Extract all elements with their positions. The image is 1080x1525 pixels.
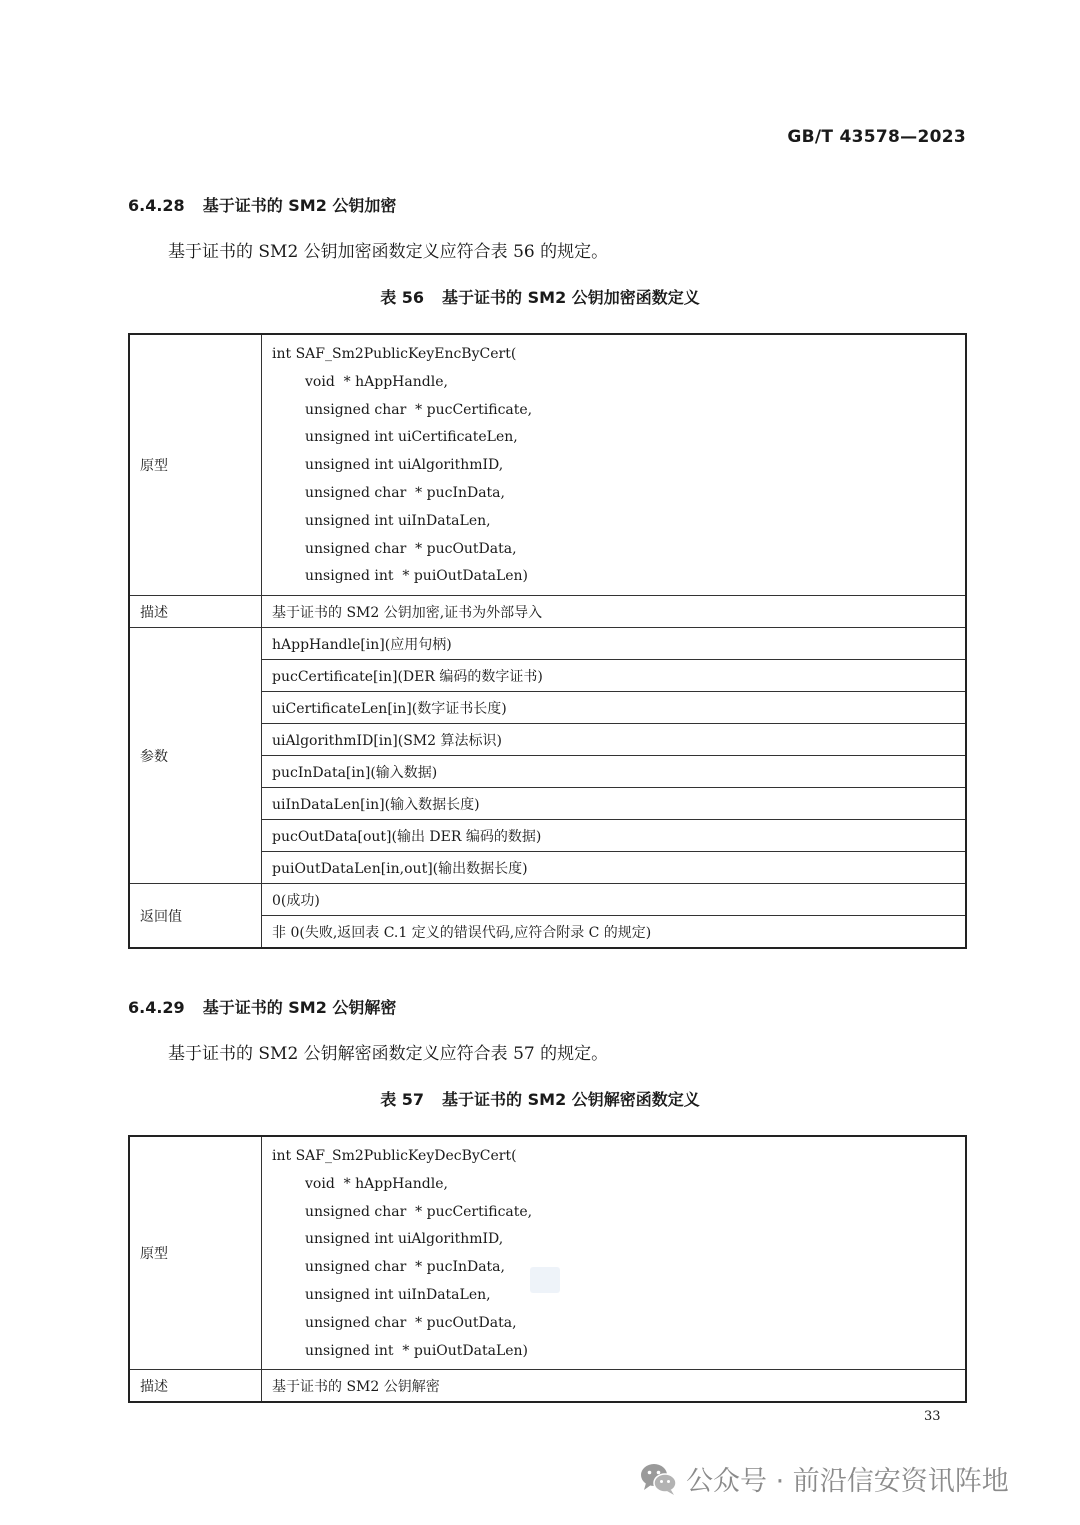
table-row-description xyxy=(129,596,966,628)
code-line: void * hAppHandle, xyxy=(305,1175,448,1192)
label-return-value: 返回值 xyxy=(129,884,262,949)
table-title: 基于证书的 SM2 公钥加密函数定义 xyxy=(442,288,700,307)
section-number: 6.4.29 xyxy=(128,998,185,1017)
table-caption-57 xyxy=(0,1087,1080,1110)
table-title: 基于证书的 SM2 公钥解密函数定义 xyxy=(442,1090,700,1109)
code-line: unsigned char * pucOutData, xyxy=(305,1314,517,1331)
param-value: pucInData[in](输入数据) xyxy=(262,756,967,788)
code-line: void * hAppHandle, xyxy=(305,373,448,390)
param-value: puiOutDataLen[in,out](输出数据长度) xyxy=(262,852,967,884)
code-line: unsigned char * pucOutData, xyxy=(305,540,517,557)
table-row-prototype xyxy=(129,334,966,596)
section-paragraph: 基于证书的 SM2 公钥加密函数定义应符合表 56 的规定。 xyxy=(168,242,609,262)
code-line: unsigned char * pucInData, xyxy=(305,484,505,501)
standard-code: GB/T 43578—2023 xyxy=(787,127,966,147)
param-value: uiAlgorithmID[in](SM2 算法标识) xyxy=(262,724,967,756)
code-line: int SAF_Sm2PublicKeyDecByCert( xyxy=(272,1148,517,1164)
code-line: unsigned int uiAlgorithmID, xyxy=(305,1231,504,1248)
watermark-text: 公众号 · 前沿信安资讯阵地 xyxy=(686,1466,1009,1497)
faint-logo-mark xyxy=(530,1267,560,1293)
label-prototype: 原型 xyxy=(129,1136,262,1370)
code-line: unsigned int uiInDataLen, xyxy=(305,1286,491,1303)
function-table-56 xyxy=(128,333,967,949)
section-title: 基于证书的 SM2 公钥解密 xyxy=(202,998,397,1017)
param-value: uiCertificateLen[in](数字证书长度) xyxy=(262,692,967,724)
label-description: 描述 xyxy=(129,596,262,628)
description-value: 基于证书的 SM2 公钥解密 xyxy=(262,1370,967,1403)
section-paragraph: 基于证书的 SM2 公钥解密函数定义应符合表 57 的规定。 xyxy=(168,1044,609,1064)
watermark xyxy=(640,1459,1009,1498)
table-number: 表 57 xyxy=(380,1090,425,1109)
table-number: 表 56 xyxy=(380,288,425,307)
param-value: uiInDataLen[in](输入数据长度) xyxy=(262,788,967,820)
code-line: unsigned int * puiOutDataLen) xyxy=(305,568,529,585)
table-row-prototype xyxy=(129,1136,966,1370)
label-parameters: 参数 xyxy=(129,628,262,884)
section-number: 6.4.28 xyxy=(128,196,185,215)
param-value: pucCertificate[in](DER 编码的数字证书) xyxy=(262,660,967,692)
code-line: unsigned int uiInDataLen, xyxy=(305,512,491,529)
section-heading-6-4-28 xyxy=(128,193,396,216)
prototype-code xyxy=(262,334,967,596)
return-value: 非 0(失败,返回表 C.1 定义的错误代码,应符合附录 C 的规定) xyxy=(262,916,967,949)
code-line: unsigned char * pucCertificate, xyxy=(305,401,533,418)
code-line: unsigned char * pucInData, xyxy=(305,1259,505,1276)
wechat-icon xyxy=(640,1462,678,1496)
description-value: 基于证书的 SM2 公钥加密,证书为外部导入 xyxy=(262,596,967,628)
code-line: unsigned char * pucCertificate, xyxy=(305,1203,533,1220)
page-number: 33 xyxy=(924,1409,941,1424)
return-value: 0(成功) xyxy=(262,884,967,916)
code-line: unsigned int uiAlgorithmID, xyxy=(305,457,504,474)
table-row-return xyxy=(129,884,966,916)
param-value: pucOutData[out](输出 DER 编码的数据) xyxy=(262,820,967,852)
code-line: unsigned int uiCertificateLen, xyxy=(305,429,518,446)
section-heading-6-4-29 xyxy=(128,995,396,1018)
code-line: unsigned int * puiOutDataLen) xyxy=(305,1342,529,1359)
param-value: hAppHandle[in](应用句柄) xyxy=(262,628,967,660)
label-prototype: 原型 xyxy=(129,334,262,596)
prototype-code xyxy=(262,1136,967,1370)
section-title: 基于证书的 SM2 公钥加密 xyxy=(202,196,397,215)
table-row-param xyxy=(129,628,966,660)
code-line: int SAF_Sm2PublicKeyEncByCert( xyxy=(272,346,517,362)
label-description: 描述 xyxy=(129,1370,262,1403)
table-row-description xyxy=(129,1370,966,1403)
table-caption-56 xyxy=(0,285,1080,308)
